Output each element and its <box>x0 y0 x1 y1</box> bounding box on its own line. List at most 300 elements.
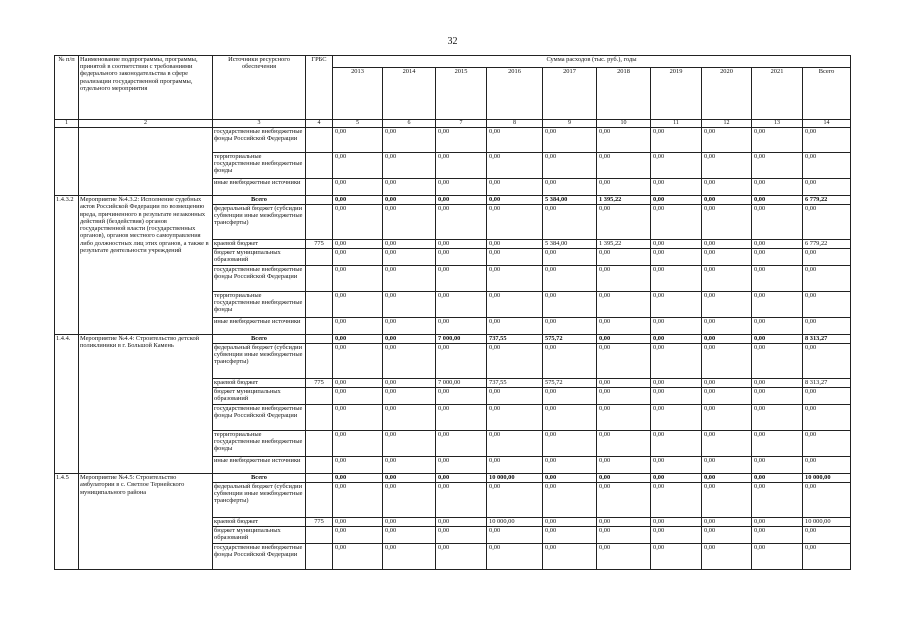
amount-cell: 0,00 <box>803 405 851 431</box>
amount-cell: 0,00 <box>333 179 383 196</box>
amount-cell: 0,00 <box>543 128 597 153</box>
col-name-header: Наименование подпрограммы, программы, принятой в соответствии с требованиями федерального законодательства в сфере реализации государственной программы, отдельного мероприятия <box>79 56 213 120</box>
amount-cell: 6 779,22 <box>803 240 851 249</box>
amount-cell: 0,00 <box>803 483 851 518</box>
funding-source: бюджет муниципальных образований <box>213 527 306 544</box>
amount-cell: 0,00 <box>752 474 803 483</box>
amount-cell: 0,00 <box>752 379 803 388</box>
amount-cell: 1 395,22 <box>597 240 651 249</box>
col-sum-header: Сумма расходов (тыс. руб.), годы <box>333 56 851 68</box>
grbs-code: 775 <box>306 240 333 249</box>
amount-cell: 0,00 <box>383 457 436 474</box>
amount-cell: 0,00 <box>333 153 383 179</box>
amount-cell: 0,00 <box>333 405 383 431</box>
amount-cell: 0,00 <box>752 179 803 196</box>
amount-cell: 0,00 <box>597 457 651 474</box>
amount-cell: 0,00 <box>436 196 487 205</box>
amount-cell: 0,00 <box>702 266 752 292</box>
column-index: 8 <box>487 120 543 128</box>
amount-cell: 0,00 <box>543 318 597 335</box>
grbs-code <box>306 292 333 318</box>
amount-cell: 0,00 <box>752 266 803 292</box>
amount-cell: 0,00 <box>333 196 383 205</box>
amount-cell: 0,00 <box>333 335 383 344</box>
amount-cell: 0,00 <box>436 405 487 431</box>
amount-cell: 0,00 <box>436 249 487 266</box>
amount-cell: 0,00 <box>436 474 487 483</box>
grbs-code <box>306 179 333 196</box>
grbs-code <box>306 318 333 335</box>
amount-cell: 0,00 <box>752 153 803 179</box>
amount-cell: 7 000,00 <box>436 335 487 344</box>
amount-cell: 0,00 <box>651 196 702 205</box>
amount-cell: 0,00 <box>383 388 436 405</box>
grbs-code <box>306 153 333 179</box>
column-index: 13 <box>752 120 803 128</box>
amount-cell: 0,00 <box>752 292 803 318</box>
amount-cell: 0,00 <box>597 518 651 527</box>
amount-cell: 0,00 <box>803 249 851 266</box>
amount-cell: 0,00 <box>333 249 383 266</box>
amount-cell: 0,00 <box>702 153 752 179</box>
amount-cell: 0,00 <box>487 388 543 405</box>
year-header: 2018 <box>597 68 651 120</box>
amount-cell: 0,00 <box>752 335 803 344</box>
amount-cell: 0,00 <box>702 527 752 544</box>
amount-cell: 0,00 <box>333 544 383 570</box>
grbs-code <box>306 335 333 344</box>
funding-source: федеральный бюджет (субсидии субвенции иные межбюджетные трансферты) <box>213 483 306 518</box>
amount-cell: 0,00 <box>651 405 702 431</box>
amount-cell: 0,00 <box>651 266 702 292</box>
column-index: 9 <box>543 120 597 128</box>
table-row <box>55 128 851 153</box>
amount-cell: 0,00 <box>597 544 651 570</box>
amount-cell: 0,00 <box>752 431 803 457</box>
item-name: Мероприятие №4.3.2: Исполнение судебных актов Российской Федерации по возмещению вреда, причиненного в результате незаконных действий (бездействия) органов государственной власти (государственных органов), органов местного самоуправления либо должностных лиц этих органов, а также в результате деятельности учреждений <box>79 196 213 335</box>
amount-cell: 0,00 <box>333 431 383 457</box>
column-index: 14 <box>803 120 851 128</box>
amount-cell: 8 313,27 <box>803 335 851 344</box>
col-num-header: № п/п <box>55 56 79 120</box>
amount-cell: 0,00 <box>543 388 597 405</box>
amount-cell: 0,00 <box>487 457 543 474</box>
amount-cell: 0,00 <box>436 544 487 570</box>
amount-cell: 0,00 <box>436 240 487 249</box>
amount-cell: 0,00 <box>702 196 752 205</box>
year-header: 2021 <box>752 68 803 120</box>
amount-cell: 0,00 <box>597 318 651 335</box>
amount-cell: 0,00 <box>702 335 752 344</box>
amount-cell: 0,00 <box>702 318 752 335</box>
amount-cell: 0,00 <box>383 240 436 249</box>
funding-source: иные внебюджетные источники <box>213 457 306 474</box>
col-grbs-header: ГРБС <box>306 56 333 120</box>
amount-cell: 575,72 <box>543 379 597 388</box>
amount-cell: 7 000,00 <box>436 379 487 388</box>
amount-cell: 0,00 <box>702 544 752 570</box>
amount-cell: 0,00 <box>752 483 803 518</box>
amount-cell: 0,00 <box>383 179 436 196</box>
year-header: 2016 <box>487 68 543 120</box>
amount-cell: 575,72 <box>543 335 597 344</box>
amount-cell: 0,00 <box>803 292 851 318</box>
grbs-code <box>306 474 333 483</box>
amount-cell: 0,00 <box>651 153 702 179</box>
amount-cell: 0,00 <box>487 544 543 570</box>
amount-cell: 0,00 <box>333 457 383 474</box>
grbs-code: 775 <box>306 518 333 527</box>
amount-cell: 10 000,00 <box>803 474 851 483</box>
amount-cell: 0,00 <box>487 483 543 518</box>
amount-cell: 0,00 <box>333 474 383 483</box>
amount-cell: 0,00 <box>543 544 597 570</box>
column-index: 7 <box>436 120 487 128</box>
amount-cell: 0,00 <box>383 196 436 205</box>
amount-cell: 0,00 <box>383 249 436 266</box>
amount-cell: 0,00 <box>383 431 436 457</box>
amount-cell: 0,00 <box>543 153 597 179</box>
amount-cell: 0,00 <box>752 196 803 205</box>
amount-cell: 0,00 <box>436 344 487 379</box>
amount-cell: 0,00 <box>543 474 597 483</box>
item-number: 1.4.3.2 <box>55 196 79 335</box>
amount-cell: 0,00 <box>333 388 383 405</box>
amount-cell: 0,00 <box>436 318 487 335</box>
amount-cell: 0,00 <box>651 179 702 196</box>
amount-cell: 0,00 <box>436 292 487 318</box>
amount-cell: 0,00 <box>752 205 803 240</box>
amount-cell: 0,00 <box>383 474 436 483</box>
amount-cell: 0,00 <box>383 518 436 527</box>
amount-cell: 737,55 <box>487 379 543 388</box>
column-index: 4 <box>306 120 333 128</box>
amount-cell: 0,00 <box>702 128 752 153</box>
amount-cell: 0,00 <box>597 179 651 196</box>
amount-cell: 0,00 <box>487 318 543 335</box>
amount-cell: 0,00 <box>597 266 651 292</box>
year-header: Всего <box>803 68 851 120</box>
funding-source: иные внебюджетные источники <box>213 179 306 196</box>
funding-source: территориальные государственные внебюджетные фонды <box>213 431 306 457</box>
column-index: 3 <box>213 120 306 128</box>
amount-cell: 0,00 <box>803 318 851 335</box>
amount-cell: 0,00 <box>383 527 436 544</box>
amount-cell: 0,00 <box>651 249 702 266</box>
year-header: 2017 <box>543 68 597 120</box>
amount-cell: 0,00 <box>383 405 436 431</box>
amount-cell: 0,00 <box>651 431 702 457</box>
item-number: 1.4.4. <box>55 335 79 474</box>
amount-cell: 0,00 <box>597 483 651 518</box>
column-index: 10 <box>597 120 651 128</box>
grbs-code <box>306 205 333 240</box>
funding-source: федеральный бюджет (субсидии субвенции иные межбюджетные трансферты) <box>213 344 306 379</box>
amount-cell: 0,00 <box>597 527 651 544</box>
amount-cell: 0,00 <box>702 344 752 379</box>
amount-cell: 10 000,00 <box>487 518 543 527</box>
funding-source: государственные внебюджетные фонды Российской Федерации <box>213 405 306 431</box>
funding-source: Всего <box>213 474 306 483</box>
amount-cell: 0,00 <box>383 379 436 388</box>
amount-cell: 0,00 <box>803 527 851 544</box>
grbs-code <box>306 544 333 570</box>
column-index: 2 <box>79 120 213 128</box>
item-name <box>79 128 213 196</box>
amount-cell: 0,00 <box>651 335 702 344</box>
amount-cell: 0,00 <box>436 457 487 474</box>
amount-cell: 0,00 <box>487 179 543 196</box>
grbs-code: 775 <box>306 379 333 388</box>
year-header: 2019 <box>651 68 702 120</box>
amount-cell: 0,00 <box>702 249 752 266</box>
amount-cell: 0,00 <box>333 292 383 318</box>
amount-cell: 0,00 <box>383 153 436 179</box>
amount-cell: 0,00 <box>651 205 702 240</box>
amount-cell: 0,00 <box>333 527 383 544</box>
funding-source: федеральный бюджет (субсидии субвенции иные межбюджетные трансферты) <box>213 205 306 240</box>
amount-cell: 0,00 <box>436 179 487 196</box>
funding-source: территориальные государственные внебюджетные фонды <box>213 292 306 318</box>
amount-cell: 0,00 <box>651 379 702 388</box>
amount-cell: 0,00 <box>651 457 702 474</box>
amount-cell: 0,00 <box>333 240 383 249</box>
column-index: 11 <box>651 120 702 128</box>
amount-cell: 0,00 <box>436 153 487 179</box>
amount-cell: 0,00 <box>597 205 651 240</box>
amount-cell: 0,00 <box>487 196 543 205</box>
amount-cell: 0,00 <box>543 431 597 457</box>
grbs-code <box>306 388 333 405</box>
amount-cell: 0,00 <box>803 179 851 196</box>
amount-cell: 0,00 <box>487 249 543 266</box>
funding-source: государственные внебюджетные фонды Российской Федерации <box>213 128 306 153</box>
amount-cell: 0,00 <box>487 153 543 179</box>
year-header: 2015 <box>436 68 487 120</box>
grbs-code <box>306 249 333 266</box>
funding-source: краевой бюджет <box>213 379 306 388</box>
amount-cell: 737,55 <box>487 335 543 344</box>
amount-cell: 0,00 <box>752 457 803 474</box>
amount-cell: 0,00 <box>597 405 651 431</box>
funding-source: Всего <box>213 335 306 344</box>
table-row <box>55 474 851 483</box>
grbs-code <box>306 405 333 431</box>
amount-cell: 0,00 <box>597 379 651 388</box>
amount-cell: 0,00 <box>487 292 543 318</box>
amount-cell: 0,00 <box>333 379 383 388</box>
amount-cell: 0,00 <box>383 292 436 318</box>
funding-source: краевой бюджет <box>213 240 306 249</box>
amount-cell: 0,00 <box>543 179 597 196</box>
amount-cell: 0,00 <box>436 205 487 240</box>
item-number <box>55 128 79 196</box>
amount-cell: 0,00 <box>597 474 651 483</box>
amount-cell: 0,00 <box>436 518 487 527</box>
amount-cell: 0,00 <box>752 527 803 544</box>
amount-cell: 0,00 <box>436 266 487 292</box>
funding-source: иные внебюджетные источники <box>213 318 306 335</box>
amount-cell: 0,00 <box>543 527 597 544</box>
amount-cell: 0,00 <box>436 483 487 518</box>
amount-cell: 0,00 <box>597 388 651 405</box>
table-row <box>55 335 851 344</box>
amount-cell: 0,00 <box>803 266 851 292</box>
amount-cell: 0,00 <box>383 318 436 335</box>
amount-cell: 0,00 <box>487 405 543 431</box>
amount-cell: 0,00 <box>651 240 702 249</box>
col-source-header: Источники ресурсного обеспечения <box>213 56 306 120</box>
column-index: 1 <box>55 120 79 128</box>
funding-source: краевой бюджет <box>213 518 306 527</box>
amount-cell: 0,00 <box>651 474 702 483</box>
amount-cell: 0,00 <box>436 128 487 153</box>
year-header: 2013 <box>333 68 383 120</box>
amount-cell: 0,00 <box>333 344 383 379</box>
amount-cell: 0,00 <box>651 544 702 570</box>
amount-cell: 0,00 <box>383 483 436 518</box>
amount-cell: 0,00 <box>383 344 436 379</box>
funding-source: бюджет муниципальных образований <box>213 249 306 266</box>
amount-cell: 0,00 <box>333 483 383 518</box>
amount-cell: 0,00 <box>752 388 803 405</box>
amount-cell: 0,00 <box>702 379 752 388</box>
amount-cell: 0,00 <box>543 483 597 518</box>
amount-cell: 0,00 <box>651 527 702 544</box>
amount-cell: 0,00 <box>597 431 651 457</box>
amount-cell: 0,00 <box>597 344 651 379</box>
amount-cell: 0,00 <box>597 249 651 266</box>
amount-cell: 0,00 <box>383 128 436 153</box>
amount-cell: 0,00 <box>803 544 851 570</box>
year-header: 2014 <box>383 68 436 120</box>
item-number: 1.4.5 <box>55 474 79 570</box>
table-row <box>55 196 851 205</box>
amount-cell: 0,00 <box>803 344 851 379</box>
amount-cell: 0,00 <box>752 544 803 570</box>
amount-cell: 8 313,27 <box>803 379 851 388</box>
amount-cell: 0,00 <box>651 388 702 405</box>
amount-cell: 0,00 <box>436 431 487 457</box>
amount-cell: 6 779,22 <box>803 196 851 205</box>
amount-cell: 0,00 <box>543 266 597 292</box>
amount-cell: 0,00 <box>597 128 651 153</box>
amount-cell: 0,00 <box>702 518 752 527</box>
amount-cell: 0,00 <box>752 405 803 431</box>
amount-cell: 0,00 <box>752 240 803 249</box>
amount-cell: 0,00 <box>702 474 752 483</box>
budget-table <box>54 55 851 570</box>
amount-cell: 0,00 <box>333 518 383 527</box>
amount-cell: 0,00 <box>487 205 543 240</box>
funding-source: государственные внебюджетные фонды Российской Федерации <box>213 544 306 570</box>
amount-cell: 0,00 <box>752 344 803 379</box>
amount-cell: 0,00 <box>651 318 702 335</box>
amount-cell: 0,00 <box>702 292 752 318</box>
amount-cell: 0,00 <box>487 344 543 379</box>
amount-cell: 0,00 <box>333 318 383 335</box>
year-header: 2020 <box>702 68 752 120</box>
amount-cell: 0,00 <box>752 318 803 335</box>
grbs-code <box>306 344 333 379</box>
grbs-code <box>306 483 333 518</box>
amount-cell: 0,00 <box>803 431 851 457</box>
funding-source: государственные внебюджетные фонды Российской Федерации <box>213 266 306 292</box>
amount-cell: 0,00 <box>383 205 436 240</box>
amount-cell: 0,00 <box>543 292 597 318</box>
amount-cell: 0,00 <box>752 518 803 527</box>
page-number: 32 <box>447 36 458 47</box>
amount-cell: 0,00 <box>803 205 851 240</box>
funding-source: Всего <box>213 196 306 205</box>
amount-cell: 0,00 <box>651 483 702 518</box>
amount-cell: 0,00 <box>702 483 752 518</box>
amount-cell: 0,00 <box>702 457 752 474</box>
amount-cell: 0,00 <box>803 128 851 153</box>
amount-cell: 0,00 <box>436 527 487 544</box>
amount-cell: 0,00 <box>543 518 597 527</box>
amount-cell: 0,00 <box>383 335 436 344</box>
amount-cell: 10 000,00 <box>487 474 543 483</box>
funding-source: бюджет муниципальных образований <box>213 388 306 405</box>
item-name: Мероприятие №4.5: Строительство амбулатории в с. Светлое Тернейского муниципального района <box>79 474 213 570</box>
amount-cell: 0,00 <box>803 153 851 179</box>
amount-cell: 0,00 <box>702 240 752 249</box>
amount-cell: 0,00 <box>702 405 752 431</box>
amount-cell: 0,00 <box>543 457 597 474</box>
amount-cell: 0,00 <box>702 431 752 457</box>
amount-cell: 0,00 <box>333 205 383 240</box>
amount-cell: 0,00 <box>543 405 597 431</box>
amount-cell: 10 000,00 <box>803 518 851 527</box>
column-index: 6 <box>383 120 436 128</box>
item-name: Мероприятие №4.4: Строительство детской поликлиники в г. Большой Камень <box>79 335 213 474</box>
grbs-code <box>306 527 333 544</box>
amount-cell: 0,00 <box>543 205 597 240</box>
amount-cell: 1 395,22 <box>597 196 651 205</box>
amount-cell: 0,00 <box>543 344 597 379</box>
amount-cell: 0,00 <box>651 344 702 379</box>
grbs-code <box>306 266 333 292</box>
amount-cell: 0,00 <box>702 388 752 405</box>
column-index: 5 <box>333 120 383 128</box>
amount-cell: 5 384,00 <box>543 240 597 249</box>
grbs-code <box>306 431 333 457</box>
amount-cell: 0,00 <box>651 518 702 527</box>
amount-cell: 0,00 <box>702 205 752 240</box>
grbs-code <box>306 196 333 205</box>
funding-source: территориальные государственные внебюджетные фонды <box>213 153 306 179</box>
amount-cell: 0,00 <box>487 128 543 153</box>
amount-cell: 0,00 <box>383 266 436 292</box>
column-index: 12 <box>702 120 752 128</box>
amount-cell: 0,00 <box>702 179 752 196</box>
amount-cell: 5 384,00 <box>543 196 597 205</box>
amount-cell: 0,00 <box>487 431 543 457</box>
amount-cell: 0,00 <box>487 527 543 544</box>
amount-cell: 0,00 <box>752 249 803 266</box>
grbs-code <box>306 128 333 153</box>
amount-cell: 0,00 <box>333 266 383 292</box>
amount-cell: 0,00 <box>803 457 851 474</box>
amount-cell: 0,00 <box>543 249 597 266</box>
amount-cell: 0,00 <box>436 388 487 405</box>
amount-cell: 0,00 <box>651 292 702 318</box>
grbs-code <box>306 457 333 474</box>
amount-cell: 0,00 <box>651 128 702 153</box>
amount-cell: 0,00 <box>383 544 436 570</box>
amount-cell: 0,00 <box>597 153 651 179</box>
